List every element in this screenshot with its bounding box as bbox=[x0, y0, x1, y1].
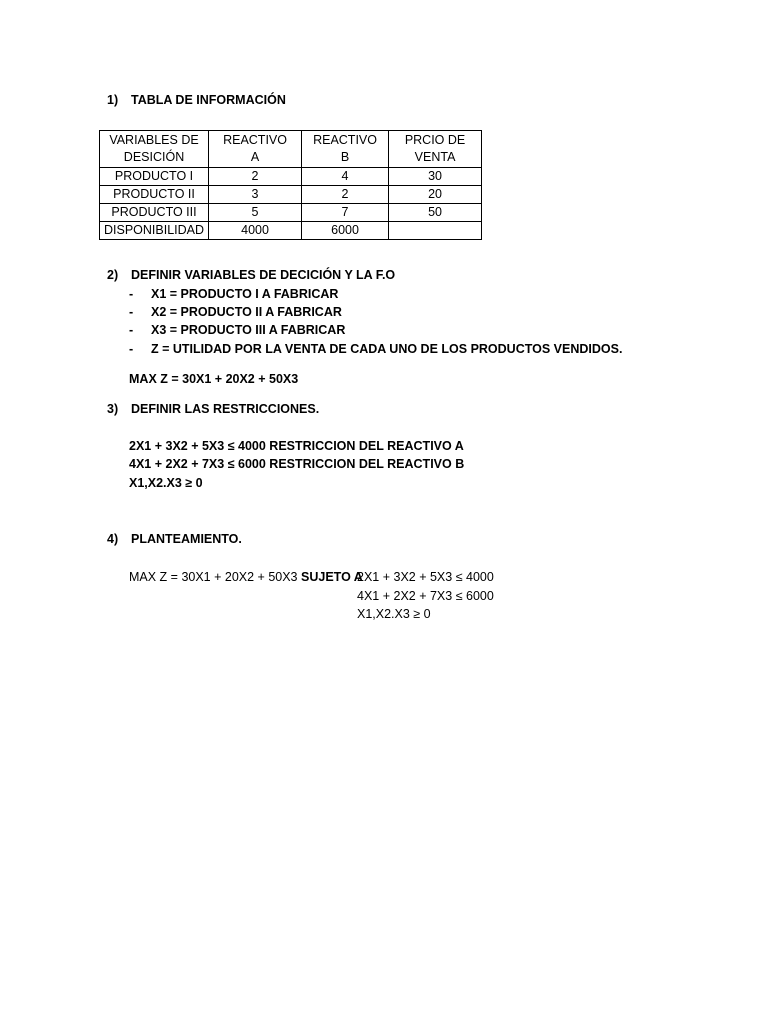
variable-list-item: - Z = UTILIDAD POR LA VENTA DE CADA UNO DE LOS PRODUCTOS VENDIDOS. bbox=[129, 342, 623, 356]
table-row bbox=[100, 186, 482, 204]
section-title: DEFINIR LAS RESTRICCIONES. bbox=[131, 402, 320, 416]
table-cell: DISPONIBILIDAD bbox=[100, 222, 209, 240]
restriction-line: 4X1 + 2X2 + 7X3 ≤ 6000 RESTRICCION DEL REACTIVO B bbox=[129, 457, 465, 471]
table-cell: 4000 bbox=[209, 222, 302, 240]
table-cell: 30 bbox=[389, 168, 482, 186]
table-cell: 50 bbox=[389, 204, 482, 222]
section-number: 3) bbox=[107, 402, 119, 416]
sujeto-a-label: SUJETO A bbox=[301, 570, 363, 584]
table-cell: PRODUCTO I bbox=[100, 168, 209, 186]
information-table bbox=[99, 130, 482, 240]
table-cell: 7 bbox=[302, 204, 389, 222]
table-cell: 5 bbox=[209, 204, 302, 222]
table-header-cell: VARIABLES DE DESICIÓN bbox=[100, 131, 209, 168]
variable-list-item: - X3 = PRODUCTO III A FABRICAR bbox=[129, 323, 346, 337]
table-row bbox=[100, 204, 482, 222]
table-header-cell: REACTIVO A bbox=[209, 131, 302, 168]
table-cell: 3 bbox=[209, 186, 302, 204]
table-header-cell: PRCIO DE VENTA bbox=[389, 131, 482, 168]
table-cell: 2 bbox=[209, 168, 302, 186]
section-title: PLANTEAMIENTO. bbox=[131, 532, 242, 546]
restriction-line: X1,X2.X3 ≥ 0 bbox=[129, 476, 203, 490]
section-title: DEFINIR VARIABLES DE DECICIÓN Y LA F.O bbox=[131, 268, 396, 282]
table-cell: 20 bbox=[389, 186, 482, 204]
table-cell bbox=[389, 222, 482, 240]
section-title: TABLA DE INFORMACIÓN bbox=[131, 93, 286, 107]
planteamiento-constraint: X1,X2.X3 ≥ 0 bbox=[357, 607, 431, 621]
variable-list-item: - X1 = PRODUCTO I A FABRICAR bbox=[129, 287, 339, 301]
table-cell: PRODUCTO II bbox=[100, 186, 209, 204]
planteamiento-constraint: 4X1 + 2X2 + 7X3 ≤ 6000 bbox=[357, 589, 494, 603]
planteamiento-constraint: 2X1 + 3X2 + 5X3 ≤ 4000 bbox=[357, 570, 494, 584]
section-number: 2) bbox=[107, 268, 119, 282]
table-row bbox=[100, 222, 482, 240]
objective-function: MAX Z = 30X1 + 20X2 + 50X3 bbox=[129, 372, 299, 386]
table-cell: 6000 bbox=[302, 222, 389, 240]
table-cell: 2 bbox=[302, 186, 389, 204]
section-number: 4) bbox=[107, 532, 119, 546]
variable-list-item: - X2 = PRODUCTO II A FABRICAR bbox=[129, 305, 342, 319]
planteamiento-objective: MAX Z = 30X1 + 20X2 + 50X3 SUJETO A bbox=[129, 570, 363, 584]
table-row bbox=[100, 168, 482, 186]
section-4-heading bbox=[107, 530, 242, 548]
table-header-cell: REACTIVO B bbox=[302, 131, 389, 168]
section-number: 1) bbox=[107, 93, 119, 107]
section-3-heading bbox=[107, 400, 319, 418]
restriction-line: 2X1 + 3X2 + 5X3 ≤ 4000 RESTRICCION DEL REACTIVO A bbox=[129, 439, 464, 453]
section-1-heading bbox=[107, 91, 286, 109]
section-2-heading bbox=[107, 266, 395, 284]
table-cell: PRODUCTO III bbox=[100, 204, 209, 222]
table-cell: 4 bbox=[302, 168, 389, 186]
table-header-row bbox=[100, 131, 482, 168]
